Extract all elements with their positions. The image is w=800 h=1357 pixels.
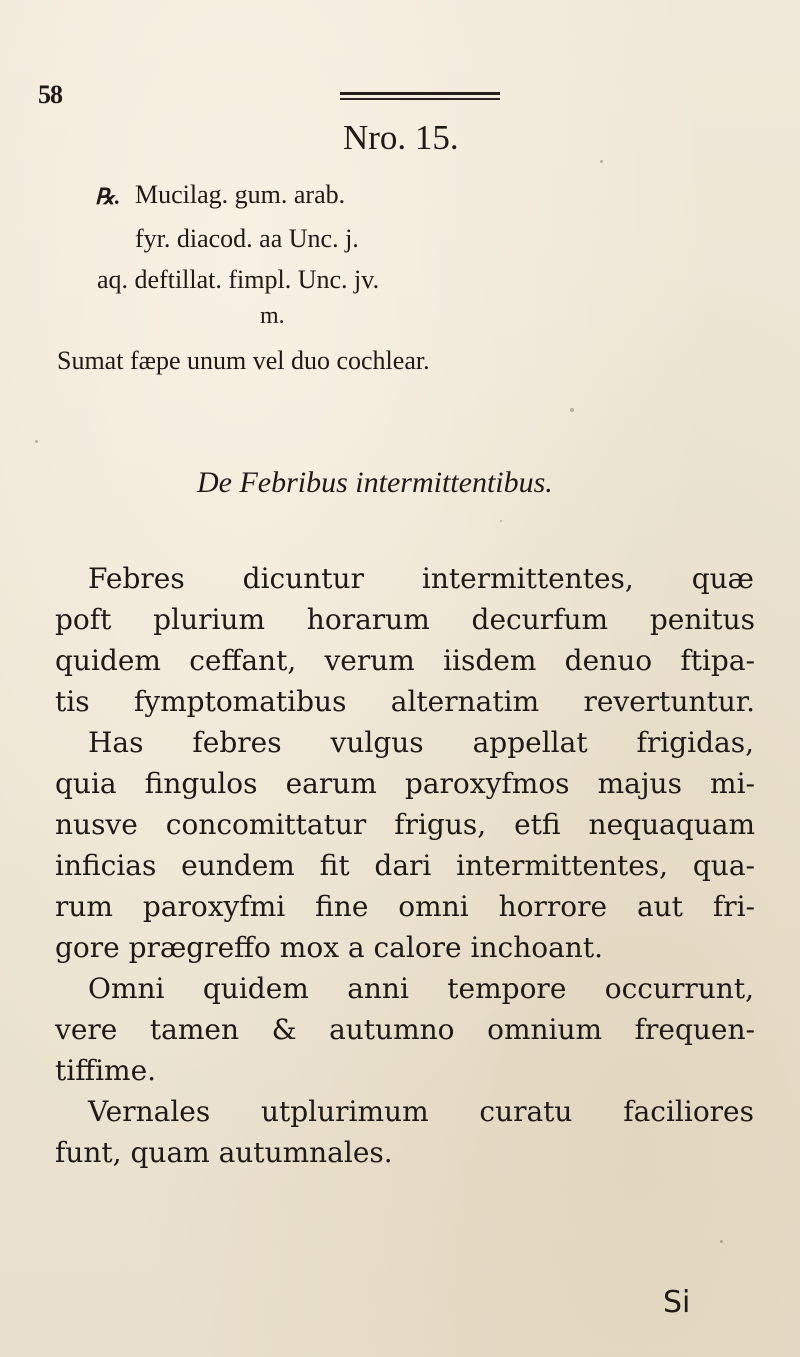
rule-line-top bbox=[340, 92, 500, 95]
body-line-3: quidem ceffant, verum iisdem denuo ftipa- bbox=[55, 644, 755, 677]
body-line-15: funt, quam autumnales. bbox=[55, 1136, 393, 1169]
paper-speck bbox=[570, 408, 574, 412]
body-line-13: tiffime. bbox=[55, 1054, 157, 1087]
rx-symbol: ℞. bbox=[95, 184, 121, 209]
body-line-12: vere tamen & autumno omnium frequen- bbox=[55, 1013, 755, 1046]
paper-speck bbox=[720, 1240, 723, 1243]
ingredient-line-1: Mucilag. gum. arab. bbox=[135, 180, 346, 209]
misce-abbreviation: m. bbox=[260, 303, 285, 329]
body-line-5: Has febres vulgus appellat frigidas, bbox=[88, 726, 754, 759]
section-heading: De Febribus intermittentibus. bbox=[197, 466, 553, 499]
ingredient-line-2: fyr. diacod. aa Unc. j. bbox=[135, 224, 359, 253]
body-line-4: tis fymptomatibus alternatim revertuntur. bbox=[55, 685, 755, 718]
ingredient-line-3: aq. deftillat. fimpl. Unc. jv. bbox=[97, 265, 380, 294]
catchword: Si bbox=[663, 1285, 691, 1320]
body-line-2: poft plurium horarum decurfum penitus bbox=[55, 603, 755, 636]
body-line-6: quia fingulos earum paroxyfmos majus mi- bbox=[55, 767, 755, 800]
ornament-rule bbox=[340, 92, 500, 102]
paper-speck bbox=[600, 160, 603, 163]
page-number: 58 bbox=[38, 80, 62, 109]
body-line-10: gore prægreffo mox a calore inchoant. bbox=[55, 931, 603, 964]
body-line-9: rum paroxyfmi fine omni horrore aut fri- bbox=[55, 890, 755, 923]
body-line-1: Febres dicuntur intermittentes, quæ bbox=[88, 562, 754, 595]
body-line-7: nusve concomittatur frigus, etfi nequaquam bbox=[55, 808, 755, 841]
dosage-instruction: Sumat fæpe unum vel duo cochlear. bbox=[57, 346, 430, 375]
paper-speck bbox=[500, 520, 502, 522]
rule-line-bottom bbox=[340, 98, 500, 100]
paper-speck bbox=[35, 440, 38, 443]
body-line-11: Omni quidem anni tempore occurrunt, bbox=[88, 972, 754, 1005]
body-line-14: Vernales utplurimum curatu faciliores bbox=[88, 1095, 754, 1128]
body-line-8: inficias eundem fit dari intermittentes, qua- bbox=[55, 849, 755, 882]
recipe-number: Nro. 15. bbox=[343, 118, 459, 157]
